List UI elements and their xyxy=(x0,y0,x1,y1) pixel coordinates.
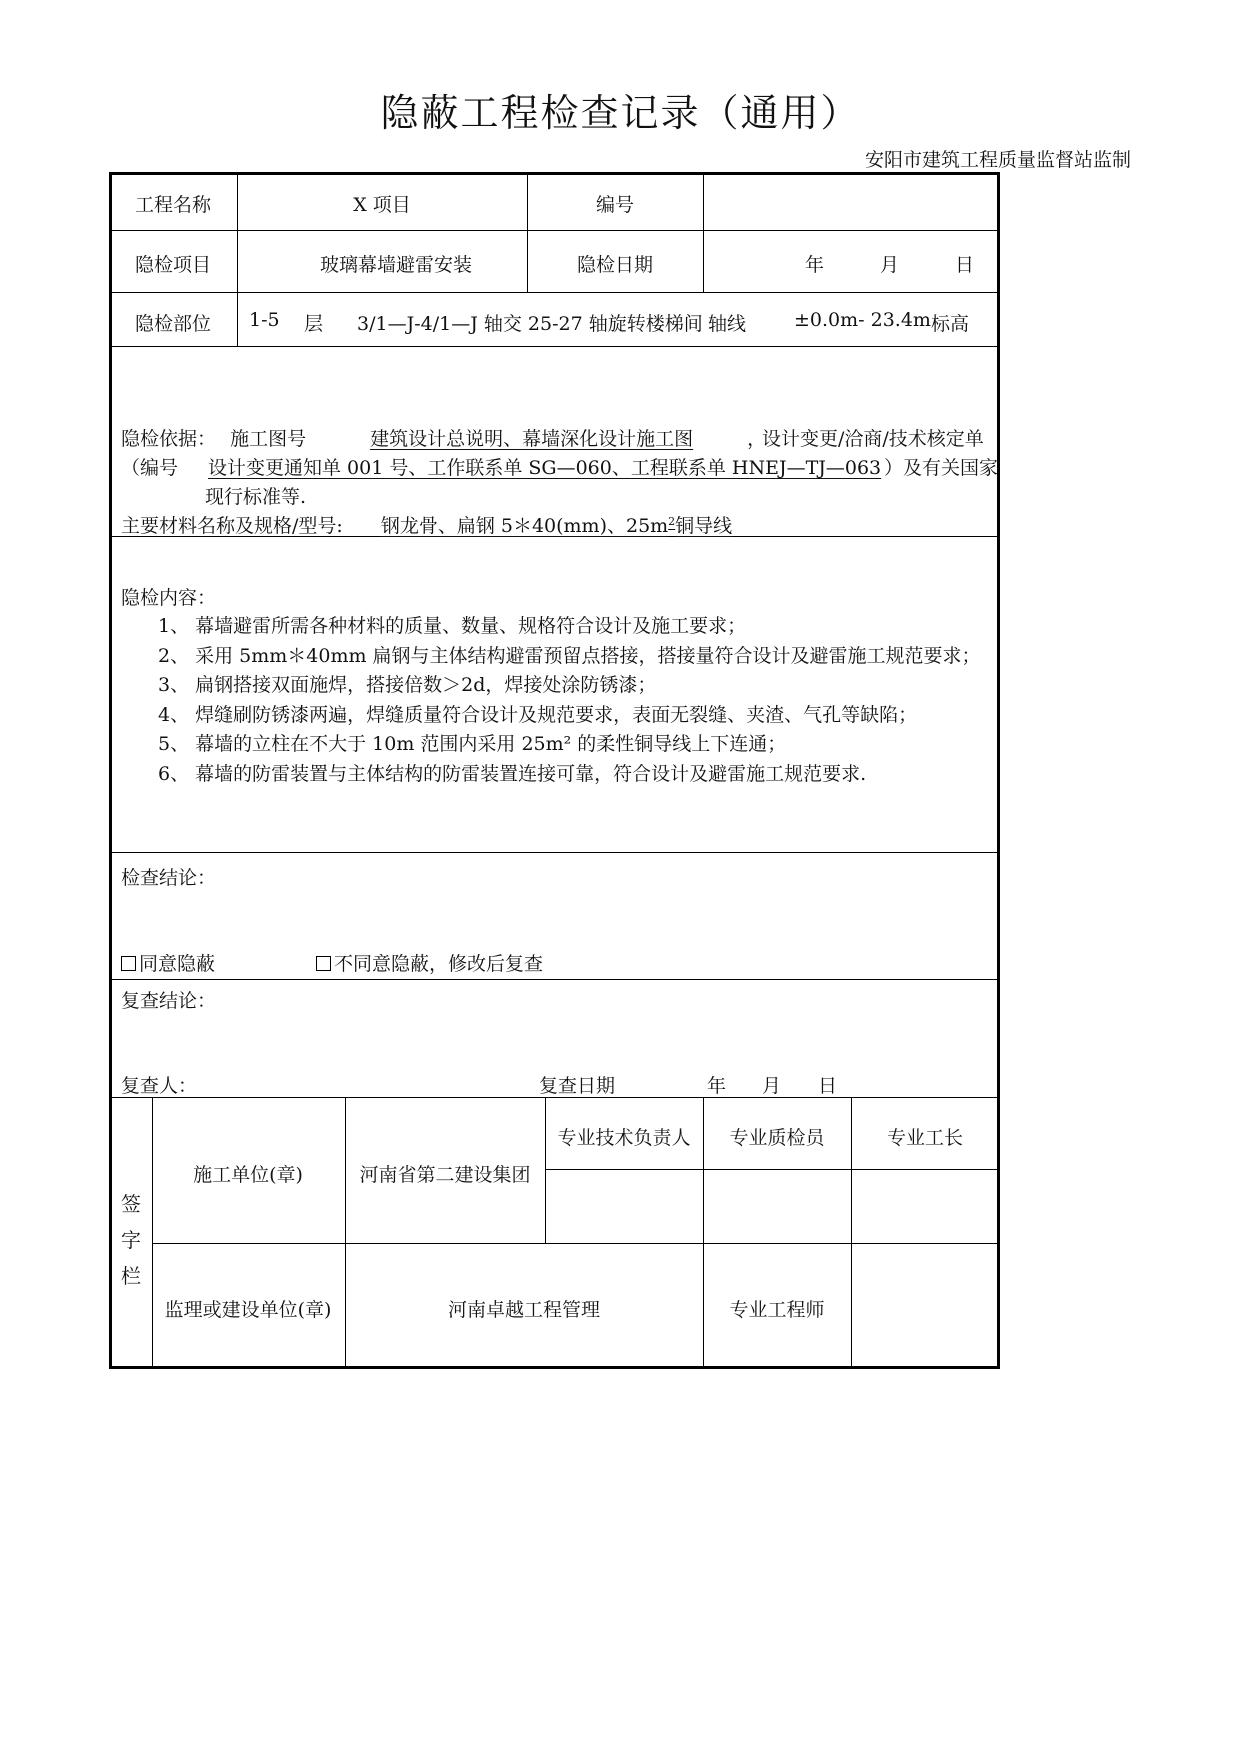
number-suffix: ）及有关国家 xyxy=(884,457,999,479)
divider xyxy=(152,1097,153,1367)
material-label: 主要材料名称及规格/型号: xyxy=(121,515,343,537)
basis-label: 隐检依据： xyxy=(121,428,217,450)
divider xyxy=(109,979,1000,980)
content-item-5: 5、 幕墙的立柱在不大于 10m 范围内采用 25m² 的柔性铜导线上下连通； xyxy=(158,733,787,755)
recheck-date-label: 复查日期 xyxy=(539,1075,616,1097)
supervisor-label: 监理或建设单位(章) xyxy=(164,1299,332,1321)
recheck-person-label: 复查人： xyxy=(121,1075,198,1097)
divider xyxy=(545,1169,1000,1170)
inspection-date-month: 月 xyxy=(880,254,900,276)
divider xyxy=(545,1097,546,1243)
material-line xyxy=(121,511,788,538)
divider xyxy=(109,230,1000,231)
table-border-right xyxy=(997,172,1000,1369)
qc-label: 专业质检员 xyxy=(729,1127,825,1149)
table-border-bottom xyxy=(109,1366,1000,1369)
axis-unit: 轴线 xyxy=(708,313,747,335)
inspection-part-label: 隐检部位 xyxy=(134,313,212,335)
divider xyxy=(109,346,1000,347)
change-label: 设计变更/洽商/技术核定单 xyxy=(762,428,984,450)
elevation-value: ±0.0m- 23.4m xyxy=(794,309,931,331)
table-border-left xyxy=(109,172,112,1369)
project-name-label: 工程名称 xyxy=(134,194,212,216)
divider xyxy=(109,292,1000,293)
inspection-date-year: 年 xyxy=(805,254,825,276)
divider xyxy=(851,1097,852,1367)
axis-value: 3/1—J-4/1—J 轴交 25-27 轴旋转楼梯间 xyxy=(357,313,703,335)
recheck-date-day: 日 xyxy=(818,1075,838,1097)
agree-checkbox[interactable] xyxy=(121,949,215,976)
inspection-date-day: 日 xyxy=(955,254,975,276)
elevation-unit: 标高 xyxy=(931,313,970,335)
conclusion-label: 检查结论： xyxy=(121,867,217,889)
foreman-label: 专业工长 xyxy=(886,1127,964,1149)
contractor-label: 施工单位(章) xyxy=(193,1164,303,1186)
tech-lead-label: 专业技术负责人 xyxy=(557,1127,691,1149)
content-item-4: 4、 焊缝刷防锈漆两遍，焊缝质量符合设计及规范要求，表面无裂缝、夹渣、气孔等缺陷； xyxy=(158,704,918,726)
checkbox-icon xyxy=(121,956,136,971)
contractor-name: 河南省第二建设集团 xyxy=(359,1164,531,1186)
table-border-top xyxy=(109,172,1000,175)
agree-label: 同意隐蔽 xyxy=(139,953,216,975)
drawing-label: 施工图号 xyxy=(230,428,307,450)
content-item-1: 1、 幕墙避雷所需各种材料的质量、数量、规格符合设计及施工要求； xyxy=(158,615,747,637)
material-superscript: 2 xyxy=(668,515,676,528)
inspection-item-value: 玻璃幕墙避雷安装 xyxy=(319,254,473,276)
recheck-date-month: 月 xyxy=(762,1075,782,1097)
floors-value: 1-5 xyxy=(249,309,280,331)
divider xyxy=(703,1097,704,1367)
recheck-date-year: 年 xyxy=(707,1075,727,1097)
disagree-label: 不同意隐蔽，修改后复查 xyxy=(334,953,544,975)
drawing-value: 建筑设计总说明、幕墙深化设计施工图 xyxy=(370,428,694,450)
content-label: 隐检内容： xyxy=(121,587,217,609)
divider xyxy=(237,172,238,346)
floors-unit: 层 xyxy=(304,313,324,335)
content-item-3: 3、 扁钢搭接双面施焊，搭接倍数＞2d，焊接处涂防锈漆； xyxy=(158,674,657,696)
divider xyxy=(152,1243,1000,1244)
checkbox-icon xyxy=(316,956,331,971)
page-title: 隐蔽工程检查记录（通用） xyxy=(380,91,861,135)
number-value: 设计变更通知单 001 号、工作联系单 SG—060、工程联系单 HNEJ—TJ—063 xyxy=(208,457,882,479)
basis-line-2 xyxy=(121,453,955,480)
recheck-label: 复查结论： xyxy=(121,990,217,1012)
supervisor-name: 河南卓越工程管理 xyxy=(447,1299,601,1321)
divider xyxy=(527,172,528,292)
issuer-text: 安阳市建筑工程质量监督站监制 xyxy=(864,149,1131,171)
divider xyxy=(345,1097,346,1367)
engineer-label: 专业工程师 xyxy=(729,1299,825,1321)
divider xyxy=(703,172,704,292)
content-item-6: 6、 幕墙的防雷装置与主体结构的防雷装置连接可靠，符合设计及避雷施工规范要求. xyxy=(158,763,867,785)
disagree-checkbox[interactable] xyxy=(316,949,543,976)
material-value: 钢龙骨、扁钢 5＊40(mm)、25m xyxy=(380,515,669,537)
number-prefix: （编号 xyxy=(121,457,179,479)
basis-line-1: 隐检依据： 施工图号 建筑设计总说明、幕墙深化设计施工图 ， xyxy=(121,428,767,450)
project-name-value: X 项目 xyxy=(353,194,411,216)
standards-text: 现行标准等. xyxy=(205,486,307,508)
divider xyxy=(109,852,1000,853)
content-item-2: 2、 采用 5mm＊40mm 扁钢与主体结构避雷预留点搭接，搭接量符合设计及避雷施工规范要求； xyxy=(158,645,981,667)
signature-column-label: 签字栏 xyxy=(121,1192,141,1288)
record-number-label: 编号 xyxy=(595,194,635,216)
inspection-item-label: 隐检项目 xyxy=(134,254,212,276)
inspection-date-label: 隐检日期 xyxy=(576,254,654,276)
material-end: 铜导线 xyxy=(675,515,733,537)
